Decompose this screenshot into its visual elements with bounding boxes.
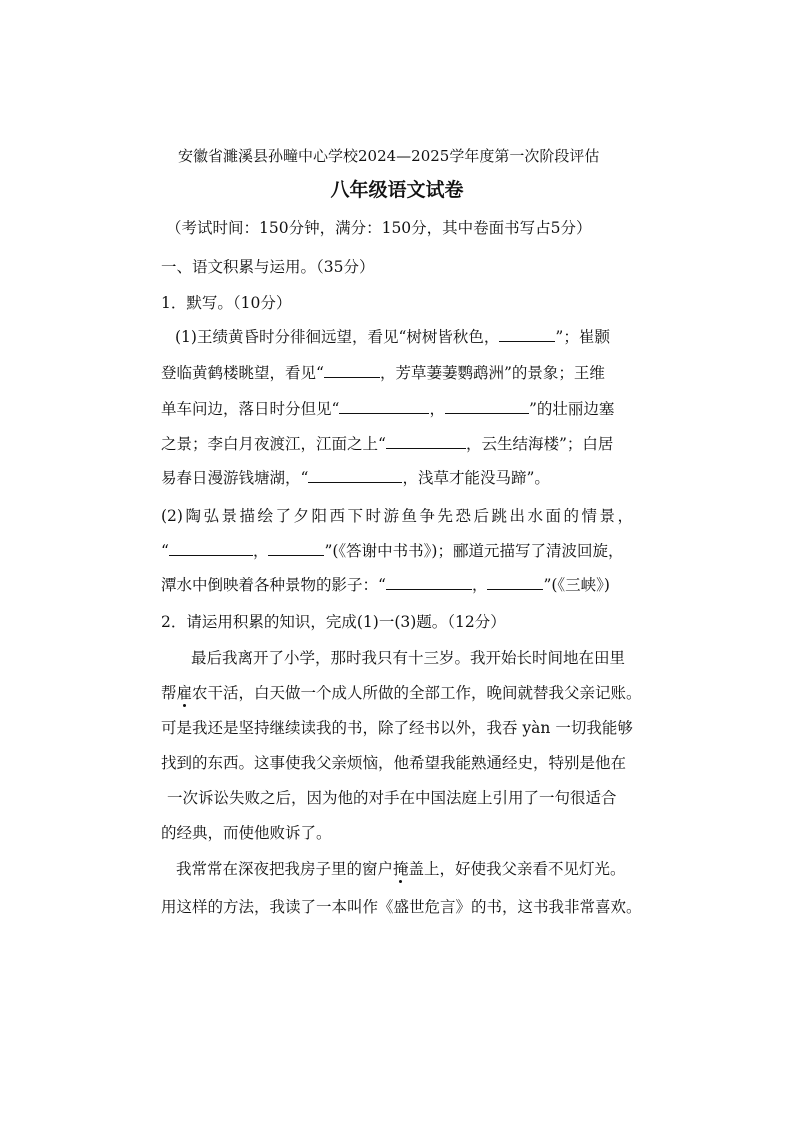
- text: 登临黄鹤楼眺望，看见“: [161, 364, 324, 382]
- answer-blank[interactable]: [169, 541, 253, 556]
- answer-blank[interactable]: [487, 575, 543, 590]
- text: ”(《三峡》): [543, 576, 610, 594]
- text: ，芳草萋萋鹦鹉洲”的景象；王维: [379, 364, 605, 382]
- text: ，云生结海楼”；白居: [465, 435, 614, 453]
- text: “: [161, 542, 169, 560]
- text: ，: [252, 542, 269, 560]
- text: ”(《答谢中书书》)；郦道元描写了清波回旋，: [324, 542, 624, 560]
- text: (1)王绩黄昏时分徘徊远望，看见“树树皆秋色，: [175, 328, 500, 346]
- text: ”的壮丽边塞: [528, 400, 615, 418]
- answer-blank[interactable]: [445, 399, 529, 414]
- q1-part2-line3: [161, 574, 610, 596]
- answer-blank[interactable]: [386, 575, 472, 590]
- text: ，: [429, 400, 445, 418]
- text: 我常常在深夜把我房子里的窗户: [176, 860, 394, 878]
- text: 潭水中倒映着各种景物的影子：“: [161, 576, 386, 594]
- text: 农干活，白天做一个成人所做的全部工作，晚间就替我父亲记账。: [192, 684, 642, 702]
- q1-part2-line1: (2)陶弘景描绘了夕阳西下时游鱼争先恐后跳出水面的情景，: [161, 507, 633, 525]
- q1-part1-line1: [175, 326, 610, 348]
- answer-blank[interactable]: [308, 468, 402, 483]
- q1-part1-line5: [161, 467, 550, 489]
- answer-blank[interactable]: [339, 399, 429, 414]
- q1-part1-line4: [161, 433, 613, 455]
- text: 帮: [161, 684, 177, 702]
- passage-p2-line2: 用这样的方法，我读了一本叫作《盛世危言》的书，这书我非常喜欢。: [161, 898, 642, 916]
- exam-title: 八年级语文试卷: [330, 179, 464, 201]
- answer-blank[interactable]: [324, 363, 380, 378]
- q1-part1-line3: [161, 398, 614, 420]
- question-2-heading: 2．请运用积累的知识，完成(1)一(3)题。（12分）: [161, 613, 506, 631]
- answer-blank[interactable]: [499, 327, 555, 342]
- school-title: 安徽省濉溪县孙疃中心学校2024—2025学年度第一次阶段评估: [178, 147, 600, 165]
- passage-p1-line6: 的经典，而使他败诉了。: [161, 824, 332, 842]
- text: 之景；李白月夜渡江，江面之上“: [161, 435, 386, 453]
- q1-part1-line2: [161, 362, 605, 384]
- exam-info: （考试时间：150分钟，满分：150分，其中卷面书写占5分）: [166, 219, 592, 237]
- passage-p1-line1: 最后我离开了小学，那时我只有十三岁。我开始长时间地在田里: [191, 649, 626, 667]
- question-1-heading: 1．默写。（10分）: [161, 294, 292, 312]
- text: 易春日漫游钱塘湖，“: [161, 469, 309, 487]
- passage-p1-line3: 可是我还是坚持继续读我的书，除了经书以外，我吞 yàn 一切我能够: [161, 719, 633, 737]
- passage-p1-line5: 一次诉讼失败之后，因为他的对手在中国法庭上引用了一句很适合: [167, 789, 617, 807]
- emphasis-char: 掩: [393, 860, 409, 878]
- text: ”；崔颢: [555, 328, 610, 346]
- text: 单车问边，落日时分但见“: [161, 400, 340, 418]
- passage-p1-line4: 找到的东西。这事使我父亲烦恼，他希望我能熟通经史，特别是他在: [161, 754, 627, 772]
- passage-p1-line2: [161, 682, 642, 704]
- answer-blank[interactable]: [268, 541, 324, 556]
- section-heading: 一、语文积累与运用。（35分）: [161, 258, 375, 276]
- answer-blank[interactable]: [386, 434, 466, 449]
- text: ，浅草才能没马蹄”。: [402, 469, 550, 487]
- emphasis-char: 雇: [176, 684, 193, 702]
- text: ，: [471, 576, 488, 594]
- passage-p2-line1: [176, 858, 626, 880]
- text: 盖上，好使我父亲看不见灯光。: [408, 860, 626, 878]
- q1-part2-line2: [161, 540, 623, 562]
